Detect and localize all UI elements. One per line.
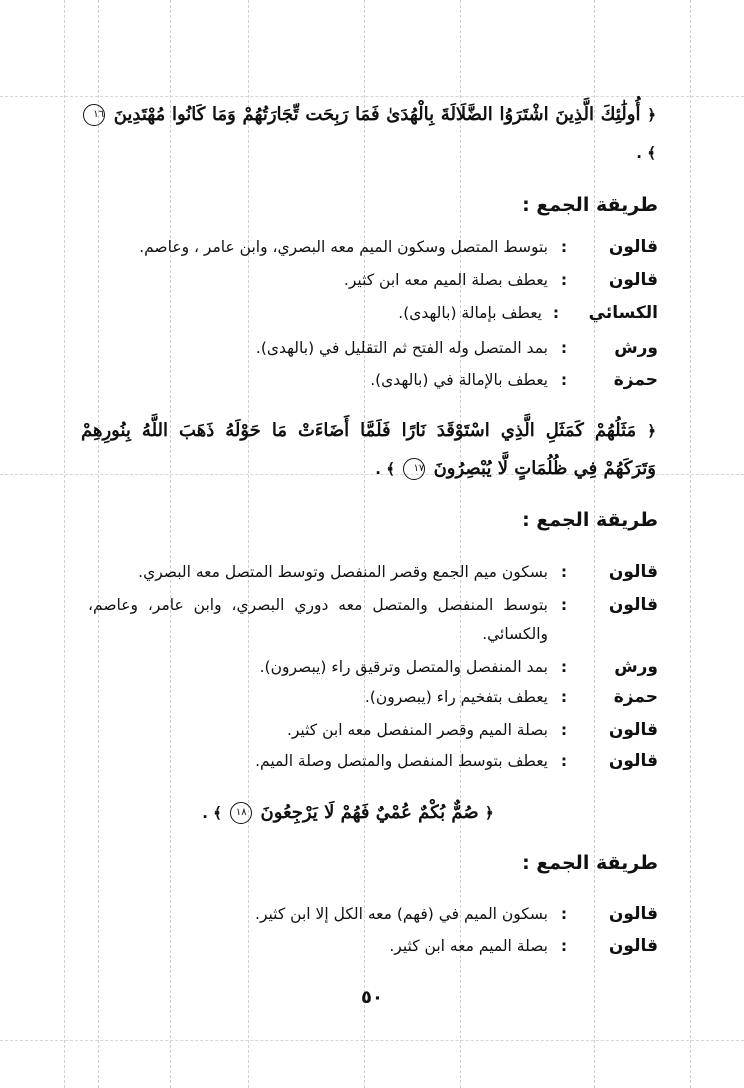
verse-number-badge: ١٨ bbox=[230, 802, 252, 824]
page-number: ٥٠ bbox=[361, 987, 383, 1008]
reading-description: بسكون الميم في (فهم) معه الكل إلا ابن كثير. bbox=[255, 905, 548, 923]
section-heading: طريقة الجمع : bbox=[522, 194, 658, 216]
reader-name: قالون bbox=[608, 562, 658, 582]
reading-description: يعطف بالإمالة في (بالهدى). bbox=[370, 371, 548, 389]
separator-colon: : bbox=[560, 339, 568, 357]
verse-text: أُولَٰئِكَ الَّذِينَ اشْتَرَوُا الضَّلَالَةَ بِالْهُدَىٰ فَمَا رَبِحَت تِّجَارَتُهُمْ وَمَا كَانُوا مُهْتَدِينَ bbox=[113, 104, 641, 125]
separator-colon: : bbox=[552, 304, 560, 322]
verse-open-bracket: ﴿ bbox=[484, 804, 494, 822]
reader-name: قالون bbox=[608, 751, 658, 771]
reader-name: قالون bbox=[608, 270, 658, 290]
reader-name: ورش bbox=[614, 657, 658, 677]
separator-colon: : bbox=[560, 371, 568, 389]
verse-block bbox=[81, 412, 656, 488]
reading-description: يعطف بتفخيم راء (يبصرون). bbox=[364, 688, 548, 706]
verse-close-bracket: ﴾ . bbox=[375, 460, 395, 478]
section-heading: طريقة الجمع : bbox=[522, 509, 658, 531]
verse-number-badge: ١٧ bbox=[403, 458, 425, 480]
verse-close-bracket: ﴾ . bbox=[636, 144, 656, 162]
verse-number-badge: ١٦ bbox=[83, 104, 105, 126]
reader-name: قالون bbox=[608, 595, 658, 615]
separator-colon: : bbox=[560, 688, 568, 706]
reader-name: قالون bbox=[608, 237, 658, 257]
verse-text: مَثَلُهُمْ كَمَثَلِ الَّذِي اسْتَوْقَدَ نَارًا فَلَمَّا أَضَاءَتْ مَا حَوْلَهُ ذَهَبَ اللَّهُ بِنُورِهِمْ وَتَرَكَهُمْ فِي ظُلُمَاتٍ لَّا يُبْصِرُونَ bbox=[81, 420, 656, 479]
reading-description: بتوسط المتصل وسكون الميم معه البصري، وابن عامر ، وعاصم. bbox=[139, 238, 548, 256]
reading-description: بسكون ميم الجمع وقصر المنفصل وتوسط المتصل معه البصري. bbox=[138, 563, 548, 581]
reader-name: قالون bbox=[608, 720, 658, 740]
verse-open-bracket: ﴿ bbox=[647, 422, 656, 440]
reading-description: يعطف بصلة الميم معه ابن كثير. bbox=[343, 271, 548, 289]
reader-name: ورش bbox=[614, 338, 658, 358]
verse-open-bracket: ﴿ bbox=[647, 106, 656, 124]
reading-description: بصلة الميم معه ابن كثير. bbox=[389, 937, 548, 955]
reading-description: يعطف بإمالة (بالهدى). bbox=[398, 304, 542, 322]
reading-row bbox=[88, 591, 658, 653]
separator-colon: : bbox=[560, 658, 568, 676]
separator-colon: : bbox=[560, 905, 568, 923]
section-heading: طريقة الجمع : bbox=[522, 852, 658, 874]
separator-colon: : bbox=[560, 563, 568, 581]
separator-colon: : bbox=[560, 752, 568, 770]
reading-description: بصلة الميم وقصر المنفصل معه ابن كثير. bbox=[286, 721, 548, 739]
separator-colon: : bbox=[560, 238, 568, 256]
reader-name: قالون bbox=[608, 936, 658, 956]
reading-description: يعطف بتوسط المنفصل والمتصل وصلة الميم. bbox=[255, 752, 548, 770]
separator-colon: : bbox=[560, 721, 568, 739]
reader-name: حمزة bbox=[613, 370, 658, 390]
reading-description: بمد المتصل وله الفتح ثم التقليل في (بالهدى). bbox=[255, 339, 548, 357]
verse-close-bracket: ﴾ . bbox=[202, 804, 222, 822]
reading-description: بمد المنفصل والمتصل وترقيق راء (يبصرون). bbox=[259, 658, 548, 676]
separator-colon: : bbox=[560, 271, 568, 289]
reading-description: بتوسط المنفصل والمتصل معه دوري البصري، وابن عامر، وعاصم، والكسائي. bbox=[88, 596, 548, 643]
reader-name: قالون bbox=[608, 904, 658, 924]
verse-block bbox=[138, 794, 558, 832]
reader-name: الكسائي bbox=[588, 303, 658, 323]
reader-name: حمزة bbox=[613, 687, 658, 707]
verse-block bbox=[81, 96, 656, 172]
separator-colon: : bbox=[560, 937, 568, 955]
verse-text: صُمٌّ بُكْمٌ عُمْيٌ فَهُمْ لَا يَرْجِعُونَ bbox=[260, 802, 479, 823]
separator-colon: : bbox=[560, 596, 568, 614]
